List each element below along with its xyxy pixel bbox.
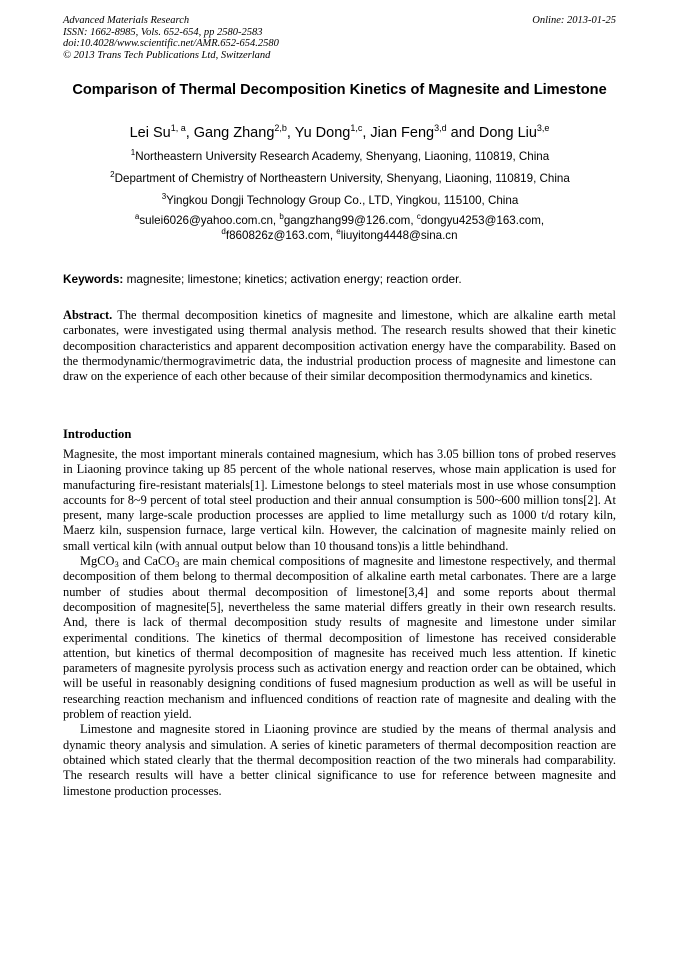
author-affiliation-mark: 3,e	[536, 123, 550, 133]
author-affiliation-mark: 1, a	[170, 123, 186, 133]
paragraph-text: are main chemical compositions of magnesite and limestone respectively, and thermal decomposition of them belong to thermal decomposition of alkaline earth metal carbonates. There are a large number of studies about thermal decomposition of limestone[3,4] and some reports about thermal decomposition of magnesite[5], nevertheless the same material differs greatly in their own research results. And, there is lack of thermal decomposition study results of magnesite and limestone under similar experimental conditions. The kinetics of thermal decomposition of limestone has received considerable attention, but kinetics of thermal decomposition of magnesite has received much less attention. If kinetic parameters of magnesite pyrolysis process such as activation energy and reaction order can be obtained, which will be useful in reasonably designing conditions of fused magnesium production as well as will be useful in researching reaction mechanism and influenced conditions of reaction rate of magnesite and dealing with the problem of reaction yield.	[63, 554, 616, 722]
author-name: Yu Dong	[294, 125, 351, 141]
doi-line: doi:10.4028/www.scientific.net/AMR.652-654.2580	[63, 38, 279, 49]
author-emails	[63, 213, 616, 243]
affiliation-mark: 2	[110, 170, 115, 179]
author-separator: ,	[286, 125, 295, 141]
formula-mgco3: MgCO	[80, 554, 115, 569]
author-name: Jian Feng	[370, 125, 435, 141]
affiliation-text: Yingkou Dongji Technology Group Co., LTD, Yingkou, 115100, China	[166, 194, 519, 207]
email-mark: d	[221, 227, 226, 236]
email-mark: b	[279, 212, 284, 221]
keywords-text: magnesite; limestone; kinetics; activation energy; reaction order.	[123, 272, 462, 286]
email-mark: a	[134, 212, 140, 221]
issn-line: ISSN: 1662-8985, Vols. 652-654, pp 2580-2583	[63, 26, 263, 38]
email-mark: c	[416, 212, 421, 221]
author-affiliation-mark: 3,d	[434, 123, 447, 133]
affiliation-2	[40, 172, 640, 186]
online-date: Online: 2013-01-25	[532, 15, 616, 26]
author-name: Lei Su	[129, 125, 171, 141]
journal-header	[63, 15, 616, 61]
affiliation-mark: 3	[161, 192, 167, 201]
author-separator: and	[446, 125, 479, 141]
affiliation-mark: 1	[130, 148, 136, 157]
affiliation-1	[40, 150, 640, 164]
author-affiliation-mark: 1,c	[350, 123, 363, 133]
email-mark: e	[336, 227, 341, 236]
abstract-text: The thermal decomposition kinetics of magnesite and limestone, which are alkaline earth metal carbonates, were investigated using thermal analysis method. The research results showed that their kinetic decomposition characteristics and apparent decomposition activation energy have the comparability. Based on the thermodynamic/thermogravimetric data, the industrial production process of magnesite and limestone can draw on the experience of each other because of their similar decomposition thermodynamics and kinetics.	[63, 308, 616, 384]
author-name: Dong Liu	[478, 125, 537, 141]
email-line-1	[63, 213, 616, 228]
email-address: sulei6026@yahoo.com.cn,	[139, 214, 280, 227]
formula-caco3: and CaCO	[118, 554, 176, 569]
author-affiliation-mark: 2,b	[274, 123, 287, 133]
affiliation-text: Department of Chemistry of Northeastern University, Shenyang, Liaoning, 110819, China	[114, 172, 570, 185]
introduction-body	[63, 447, 616, 799]
email-address: f860826z@163.com,	[225, 229, 337, 242]
keywords	[63, 272, 616, 286]
email-address: gangzhang99@126.com,	[283, 214, 417, 227]
subscript: 3	[114, 559, 119, 570]
journal-name: Advanced Materials Research	[63, 15, 190, 26]
author-name: Gang Zhang	[193, 125, 275, 141]
abstract	[63, 308, 616, 384]
author-separator: ,	[362, 125, 371, 141]
copyright-line: © 2013 Trans Tech Publications Ltd, Switzerland	[63, 49, 271, 61]
section-heading-introduction: Introduction	[63, 427, 132, 441]
intro-paragraph-3: Limestone and magnesite stored in Liaoning province are studied by the means of thermal analysis and dynamic theory analysis and simulation. A series of kinetic parameters of thermal decomposition reaction are obtained which stated clearly that the thermal decomposition reaction of the two minerals had comparability. The research results will have a better clinical significance to use for reference between magnesite and limestone production processes.	[63, 722, 616, 798]
paper-title: Comparison of Thermal Decomposition Kinetics of Magnesite and Limestone	[72, 82, 607, 98]
keywords-label: Keywords:	[63, 272, 124, 286]
intro-paragraph-2	[63, 554, 616, 722]
intro-paragraph-1: Magnesite, the most important minerals contained magnesium, which has 3.05 billion tons of probed reserves in Liaoning province taking up 85 percent of the whole national reserves, whose main application is used for manufacturing fire-resistant materials[1]. Limestone belongs to steel materials most in use whose consumption accounts for 8~9 percent of total steel production and their annual consumption is 500~600 million tons[2]. At present, many large-scale production processes are applied to lime metallurgy such as 1000 t/d rotary kiln, Maerz kiln, suspension furnace, large vertical kiln. However, the calcination of magnesite mainly relied on small vertical kiln (with annual output below than 10 thousand tons)is a little behindhand.	[63, 447, 616, 553]
author-list	[63, 123, 616, 143]
email-line-2	[63, 228, 616, 243]
email-address: dongyu4253@163.com,	[420, 214, 545, 227]
affiliation-text: Northeastern University Research Academy, Shenyang, Liaoning, 110819, China	[135, 150, 550, 163]
abstract-label: Abstract.	[63, 308, 113, 322]
author-separator: ,	[185, 125, 194, 141]
affiliation-3	[40, 194, 640, 208]
email-address: liuyitong4448@sina.cn	[340, 229, 458, 242]
subscript: 3	[175, 559, 180, 570]
